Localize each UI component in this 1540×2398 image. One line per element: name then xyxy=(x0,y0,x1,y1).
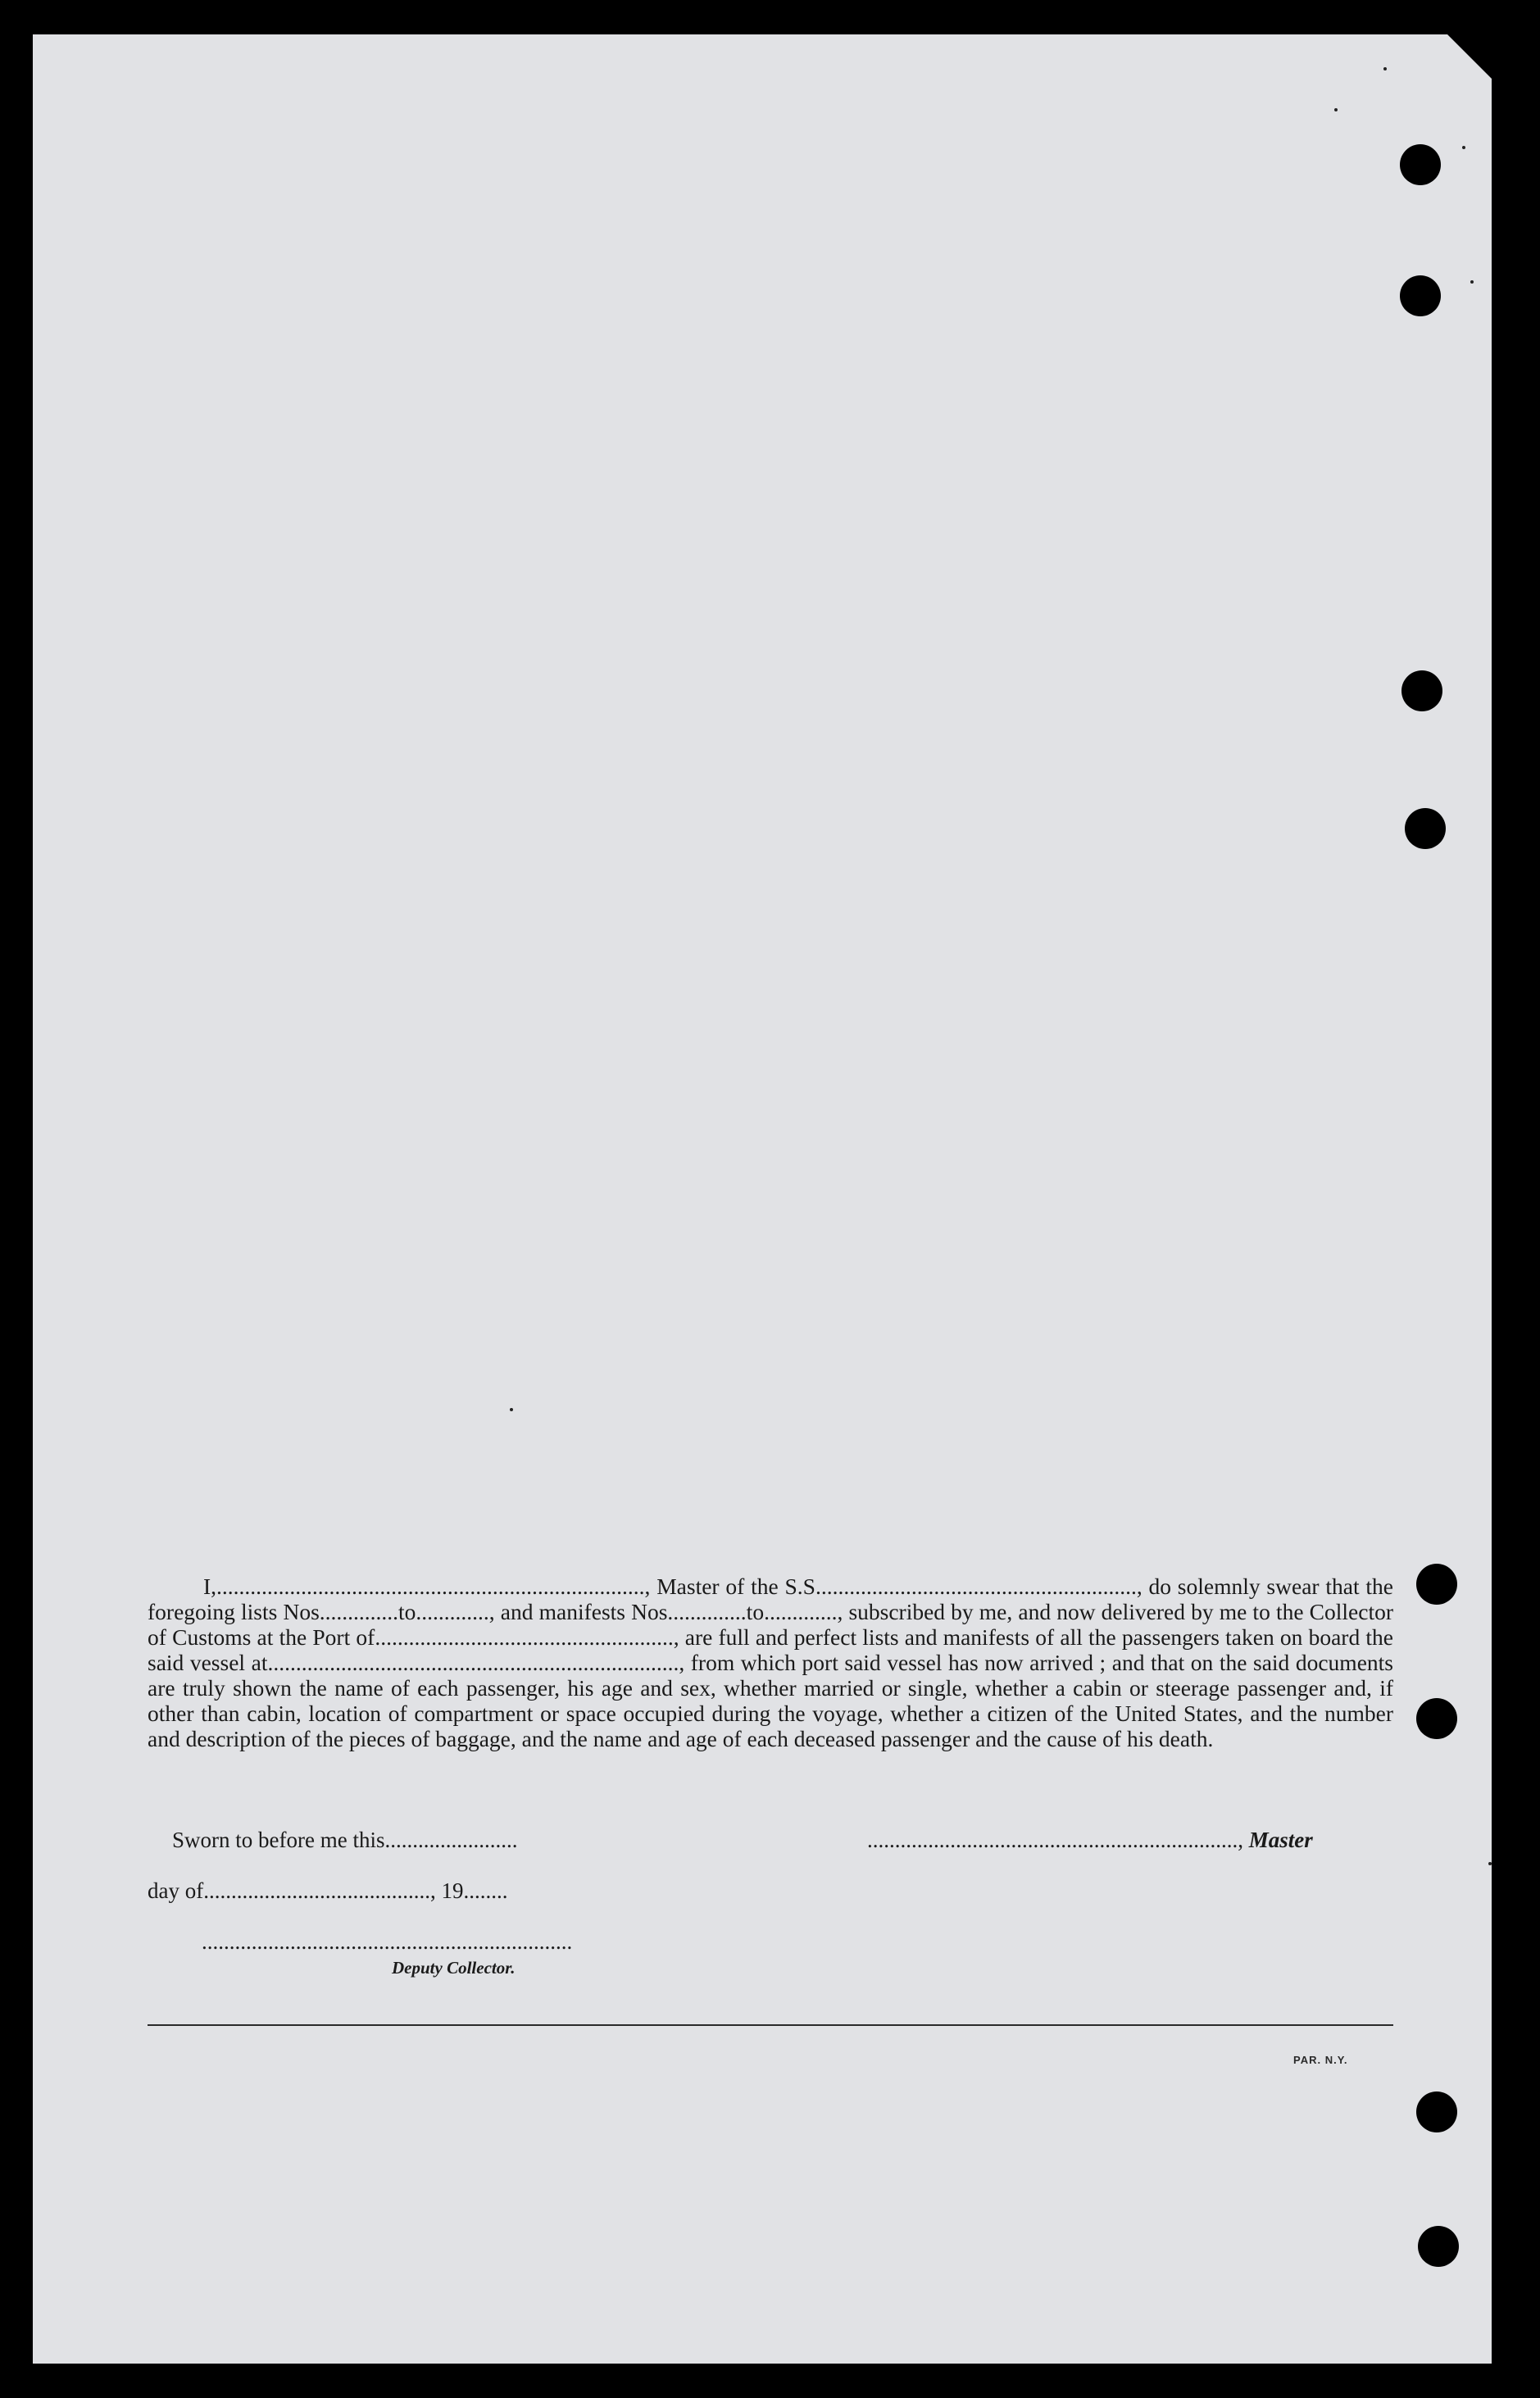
deputy-collector-label: Deputy Collector. xyxy=(392,1958,516,1978)
master-label: Master xyxy=(1248,1828,1313,1852)
punch-hole-5 xyxy=(1416,1564,1457,1605)
speck xyxy=(1470,280,1474,284)
speck xyxy=(1488,1862,1492,1865)
punch-hole-3 xyxy=(1401,670,1442,711)
oath-text: I,............................................................................, Master of the S.S........................................................., do solemnly swear that the foregoing lists Nos..............to............., and manifests Nos..............to............., subscribed by me, and now delivered by me to the Collector of Customs at the Port of....................................................., are full and perfect lists and manifests of all the passengers taken on board the said vessel at........................................................................., from which port said vessel has now arrived ; and that on the said documents are truly shown the name of each passenger, his age and sex, whether married or single, whether a cabin or steerage passenger and, if other than cabin, location of compartment or space occupied during the voyage, whether a citizen of the United States, and the number and description of the pieces of baggage, and the name and age of each deceased passenger and the cause of his death. xyxy=(148,1574,1393,1751)
deputy-blank: ................................................................... xyxy=(202,1929,573,1954)
speck xyxy=(1383,67,1387,70)
punch-hole-7 xyxy=(1416,2091,1457,2132)
speck xyxy=(1334,108,1338,111)
bottom-rule xyxy=(148,2024,1393,2026)
punch-hole-6 xyxy=(1416,1698,1457,1739)
form-sheet xyxy=(33,34,1492,2364)
folded-corner xyxy=(1441,28,1498,85)
deputy-signature-line xyxy=(202,1929,572,1955)
speck xyxy=(510,1408,513,1411)
speck xyxy=(1462,146,1465,149)
punch-hole-8 xyxy=(1418,2226,1459,2267)
day-label: day of........................................., 19........ xyxy=(148,1878,508,1903)
punch-hole-2 xyxy=(1400,275,1441,316)
sworn-line xyxy=(172,1828,517,1853)
punch-hole-4 xyxy=(1405,808,1446,849)
master-signature-line xyxy=(867,1828,1313,1853)
sworn-label: Sworn to before me this........................ xyxy=(172,1828,518,1852)
day-line xyxy=(148,1878,507,1904)
master-blank: ..................................................................., xyxy=(867,1828,1249,1852)
punch-hole-1 xyxy=(1400,144,1441,185)
oath-paragraph xyxy=(148,1574,1393,1751)
printer-mark: PAR. N.Y. xyxy=(1293,2054,1348,2066)
